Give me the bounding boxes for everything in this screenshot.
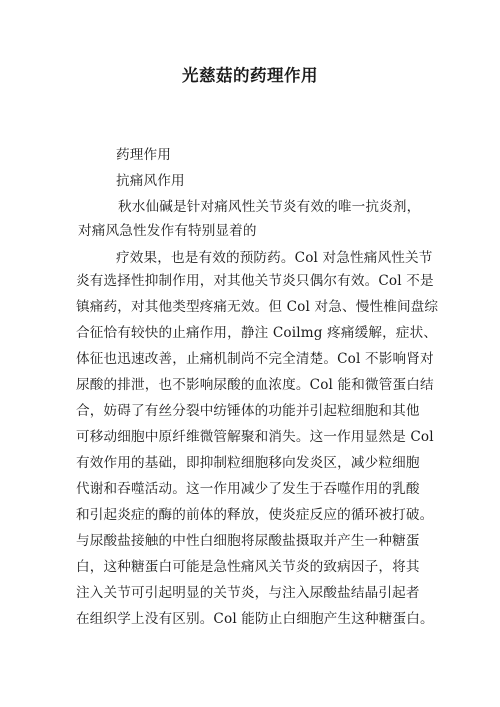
paragraph2-line: 注入关节可引起明显的关节炎，与注入尿酸盐结晶引起者 [76, 585, 420, 601]
paragraph1-line: 对痛风急性发作有特别显着的 [78, 223, 257, 239]
document-title: 光慈菇的药理作用 [182, 66, 318, 85]
subheading: 抗痛风作用 [116, 173, 185, 189]
paragraph2-line: 在组织学上没有区别。Col 能防止白细胞产生这种糖蛋白。 [76, 611, 434, 627]
paragraph2-line: 可移动细胞中原纤维微管解聚和消失。这一作用显然是 Col [76, 429, 434, 445]
paragraph2-line: 合征恰有较快的止痛作用，静注 Coilmg 疼痛缓解，症状、 [76, 325, 438, 341]
paragraph2-line: 和引起炎症的酶的前体的释放，使炎症反应的循环被打破。 [76, 507, 434, 523]
paragraph2-line: 尿酸的排泄，也不影响尿酸的血浓度。Col 能和微管蛋白结 [76, 377, 434, 393]
paragraph1-line: 秋水仙碱是针对痛风性关节炎有效的唯一抗炎剂， [118, 199, 421, 215]
section-heading: 药理作用 [116, 147, 171, 163]
paragraph2-line: 镇痛药，对其他类型疼痛无效。但 Col 对急、慢性椎间盘综 [76, 299, 439, 315]
paragraph2-line: 与尿酸盐接触的中性白细胞将尿酸盐摄取并产生一种糖蛋 [76, 533, 420, 549]
paragraph2-line: 白，这种糖蛋白可能是急性痛风关节炎的致病因子，将其 [76, 559, 420, 575]
paragraph2-line: 有效作用的基础，即抑制粒细胞移向发炎区，减少粒细胞 [76, 455, 420, 471]
paragraph2-line: 体征也迅速改善，止痛机制尚不完全清楚。Col 不影响肾对 [76, 351, 434, 367]
paragraph2-line: 代谢和吞噬活动。这一作用减少了发生于吞噬作用的乳酸 [76, 481, 420, 497]
paragraph2-line: 炎有选择性抑制作用，对其他关节炎只偶尔有效。Col 不是 [76, 273, 434, 289]
paragraph2-line: 疗效果，也是有效的预防药。Col 对急性痛风性关节 [116, 250, 433, 266]
paragraph2-line: 合，妨碍了有丝分裂中纺锤体的功能并引起粒细胞和其他 [76, 403, 420, 419]
